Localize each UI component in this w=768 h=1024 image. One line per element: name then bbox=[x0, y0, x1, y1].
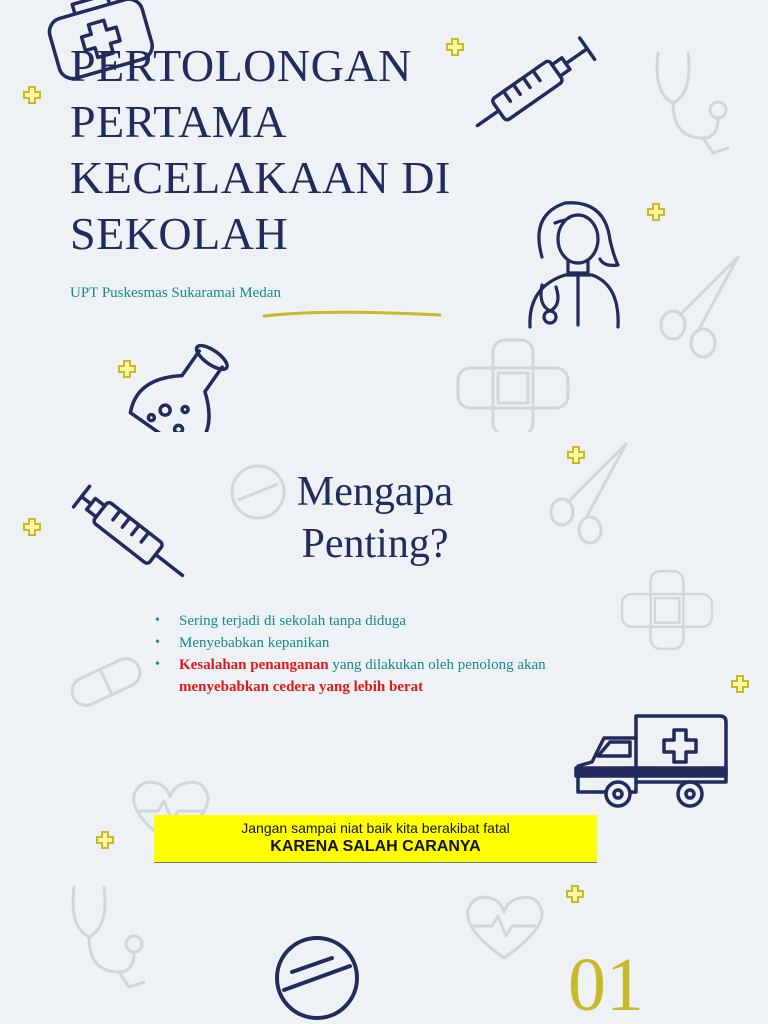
bullet-item bbox=[155, 632, 595, 654]
title-line: KECELAKAAN DI bbox=[70, 152, 451, 203]
content-slide bbox=[0, 432, 768, 1024]
medical-cross-icon bbox=[95, 830, 115, 850]
stethoscope-icon bbox=[64, 882, 154, 992]
section-heading bbox=[230, 466, 520, 570]
bullet-list bbox=[155, 610, 595, 698]
pill-icon bbox=[272, 932, 362, 1024]
slide-title bbox=[70, 38, 540, 262]
bandage-icon bbox=[458, 340, 568, 432]
warning-banner bbox=[154, 815, 597, 863]
title-line: PERTOLONGAN bbox=[70, 40, 412, 91]
banner-line-2: KARENA SALAH CARANYA bbox=[270, 838, 481, 855]
bullet-item bbox=[155, 654, 595, 698]
heading-line: Mengapa bbox=[296, 469, 454, 515]
bullet-item bbox=[155, 610, 595, 632]
heartbeat-icon bbox=[462, 892, 547, 962]
slide-number: 01 bbox=[568, 943, 644, 1024]
bullet-highlight: menyebabkan cedera yang lebih berat bbox=[179, 679, 424, 695]
ambulance-icon bbox=[574, 712, 730, 812]
bullet-text: yang dilakukan oleh penolong akan bbox=[328, 657, 546, 673]
medical-cross-icon bbox=[566, 445, 586, 465]
title-slide bbox=[0, 0, 768, 432]
bullet-text: Sering terjadi di sekolah tanpa diduga bbox=[179, 613, 407, 629]
scissors-icon bbox=[548, 442, 633, 547]
slide-subtitle: UPT Puskesmas Sukaramai Medan bbox=[70, 285, 281, 301]
medical-cross-icon bbox=[730, 674, 750, 694]
medical-cross-icon bbox=[117, 359, 137, 379]
medical-cross-icon bbox=[22, 517, 42, 537]
banner-line-1: Jangan sampai niat baik kita berakibat fatal bbox=[241, 820, 510, 836]
bandage-icon bbox=[622, 570, 712, 650]
title-line: PERTAMA bbox=[70, 96, 287, 147]
bullet-highlight: Kesalahan penanganan bbox=[179, 657, 329, 673]
scissors-icon bbox=[658, 255, 748, 365]
medical-cross-icon bbox=[22, 85, 42, 105]
flask-icon bbox=[112, 340, 247, 432]
title-line: SEKOLAH bbox=[70, 208, 289, 259]
stethoscope-icon bbox=[648, 48, 738, 158]
medical-cross-icon bbox=[646, 202, 666, 222]
capsule-icon bbox=[66, 652, 146, 712]
bullet-text: Menyebabkan kepanikan bbox=[179, 635, 330, 651]
syringe-icon bbox=[62, 476, 202, 596]
heading-line: Penting? bbox=[301, 521, 449, 567]
underline-stroke bbox=[262, 308, 442, 320]
medical-cross-icon bbox=[565, 884, 585, 904]
